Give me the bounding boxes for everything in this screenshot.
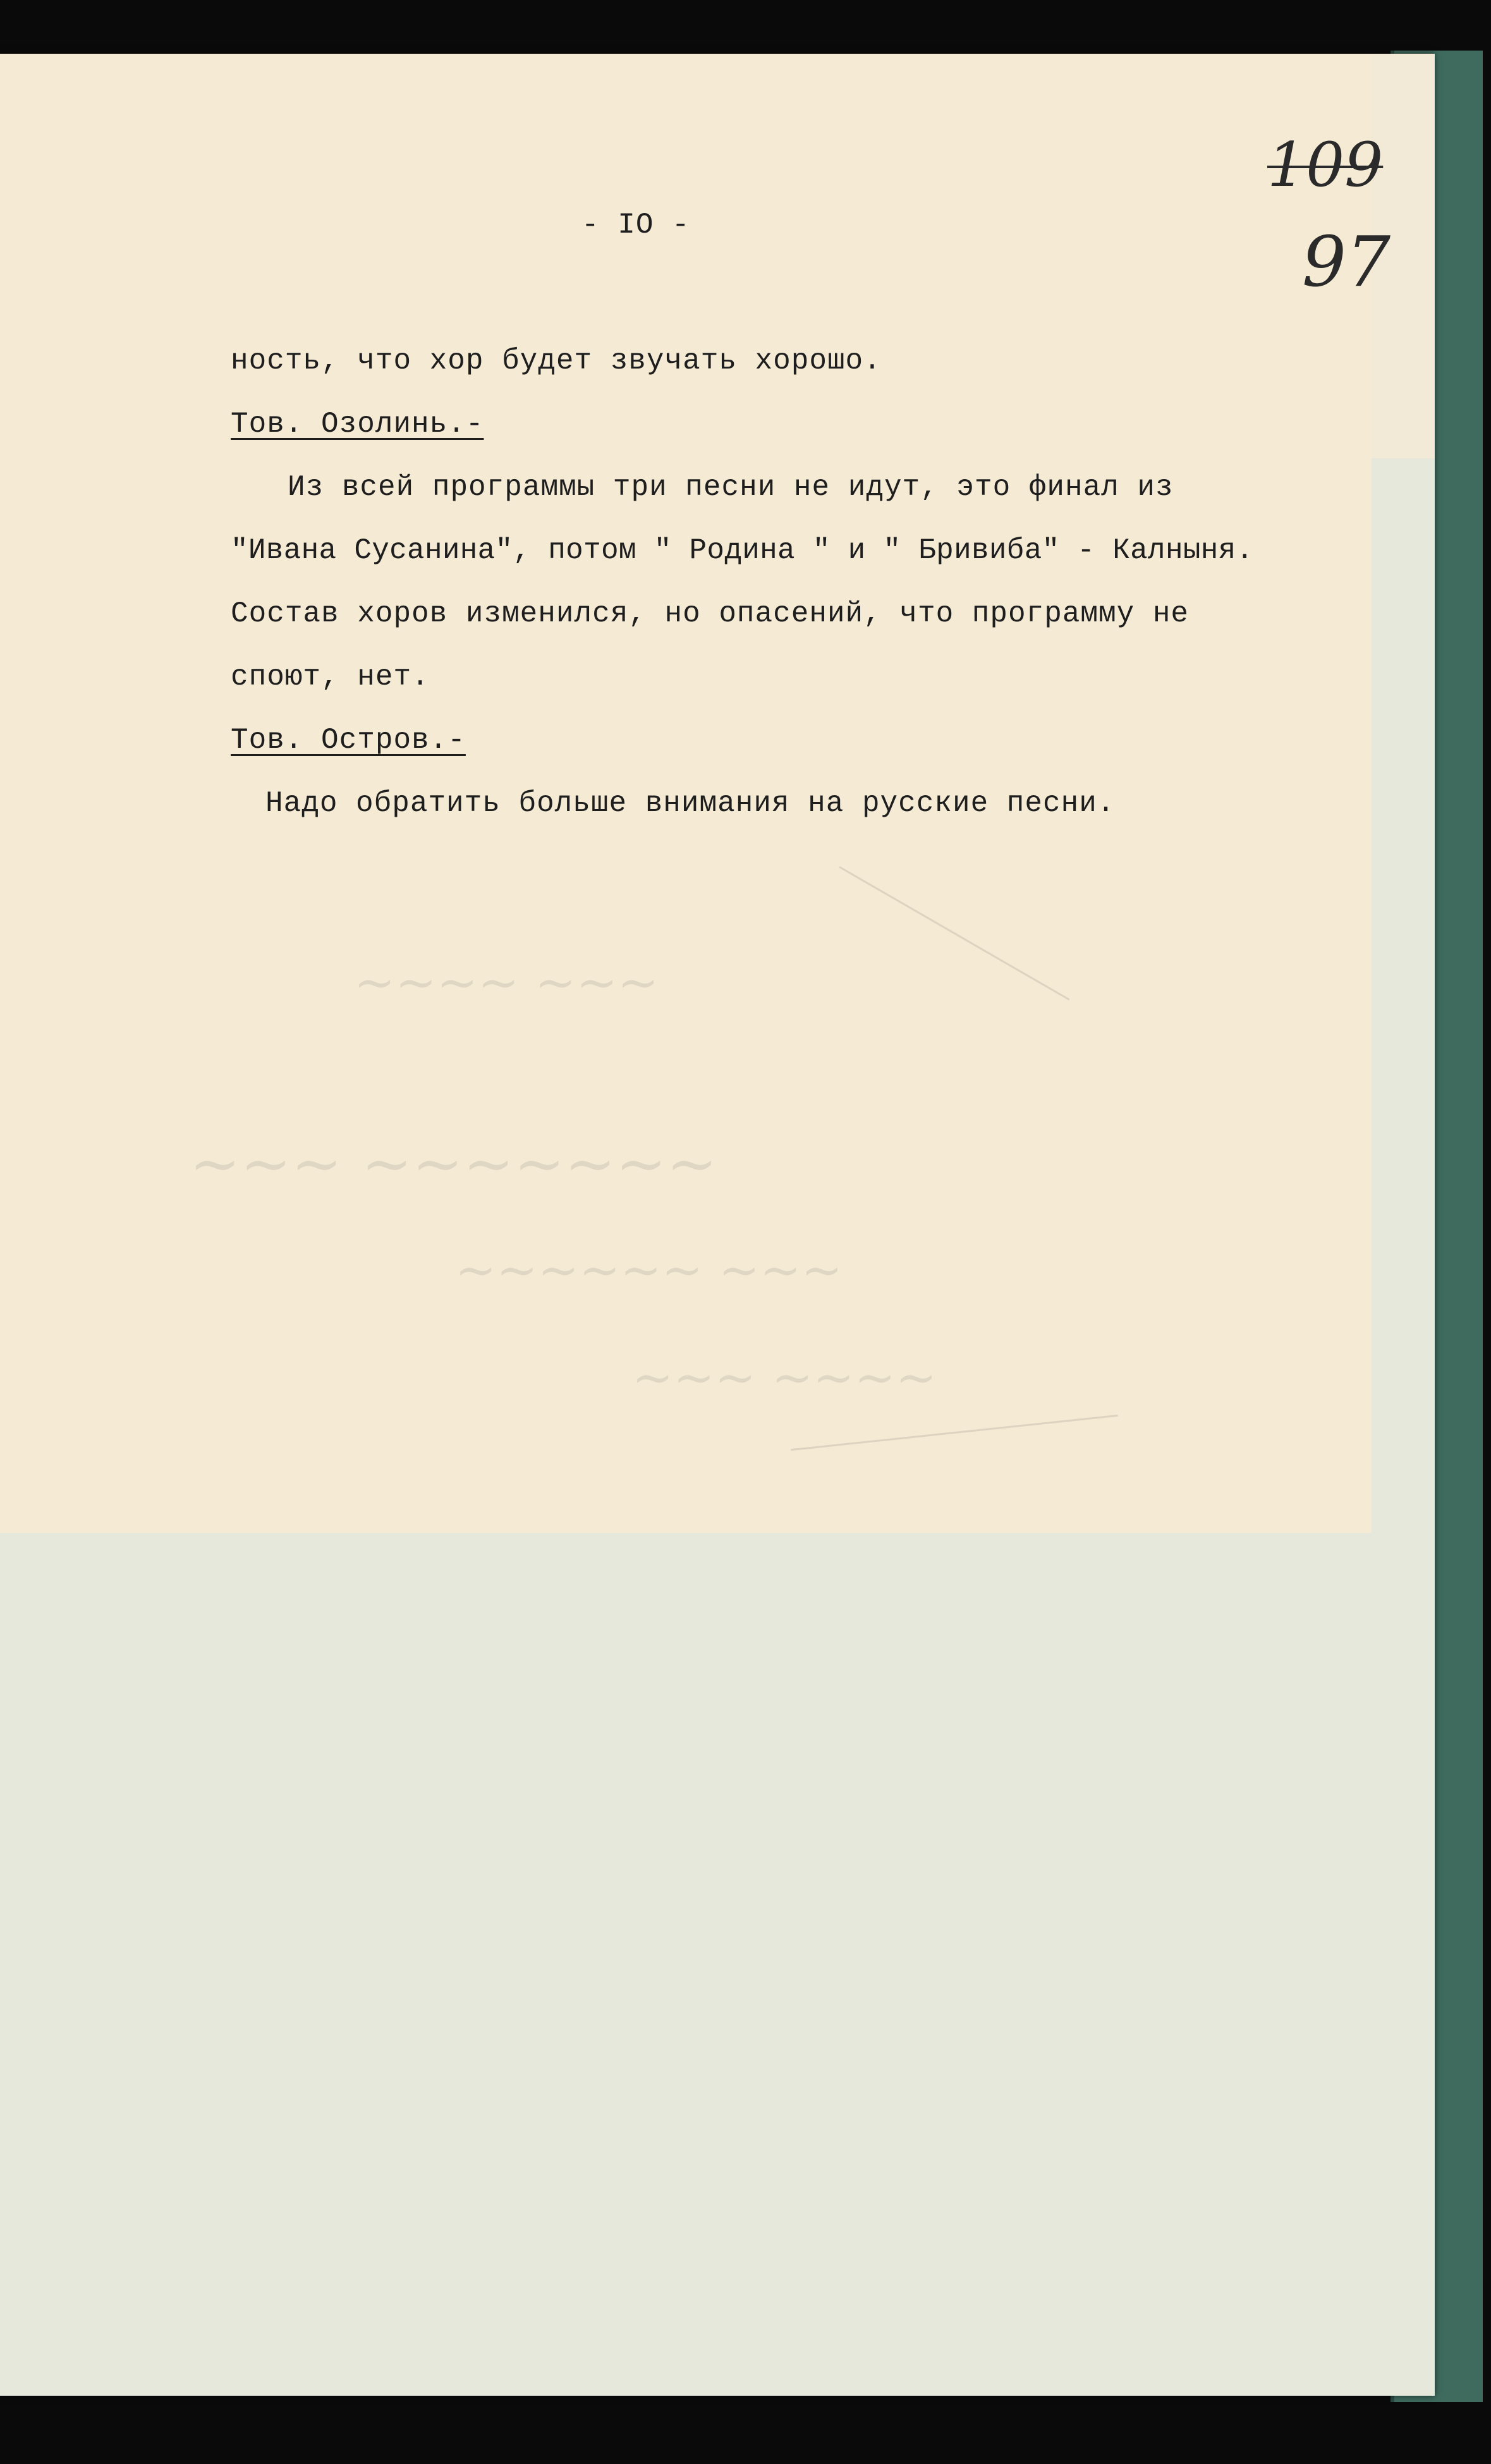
bleed-through-mark: ~~~~~~ ~~~ — [455, 1242, 843, 1299]
bleed-through-mark: ~~~~ ~~~ — [354, 954, 659, 1011]
folio-number: 97 — [1302, 221, 1391, 302]
text-line: Надо обратить больше внимания на русские песни. — [265, 787, 1116, 820]
page-number: - IO - — [581, 209, 690, 241]
speaker-heading: Тов. Остров.- — [231, 724, 466, 757]
text-line: Из всей программы три песни не идут, это финал из — [288, 471, 1174, 504]
text-line: Состав хоров изменился, но опасений, что программу не — [231, 597, 1190, 630]
text-line: ность, что хор будет звучать хорошо. — [231, 345, 882, 377]
text-line: "Ивана Сусанина", потом " Родина " и " Бривиба" - Калныня. — [231, 534, 1254, 567]
folio-number-struck: 109 — [1267, 130, 1384, 200]
bleed-through-mark: ~~~ ~~~~ — [632, 1350, 937, 1406]
speaker-heading: Тов. Озолинь.- — [231, 408, 484, 441]
bleed-through-mark: ~~~ ~~~~~~~ — [190, 1128, 717, 1199]
text-line: споют, нет. — [231, 661, 430, 693]
document-page — [0, 54, 1435, 2396]
